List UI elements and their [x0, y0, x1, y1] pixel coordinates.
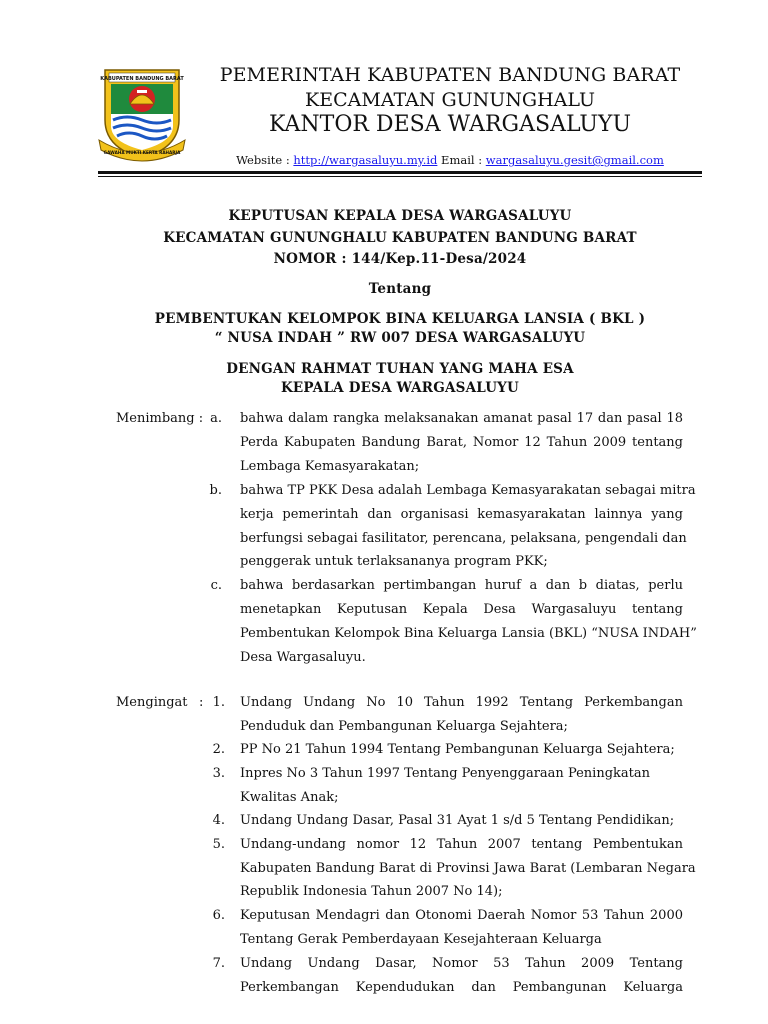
- menimbang-b-line: kerja pemerintah dan organisasi kemasyarakatan lainnya yang: [240, 507, 683, 522]
- email-label: Email :: [437, 153, 486, 167]
- menimbang-a-line: Perda Kabupaten Bandung Barat, Nomor 12 Tahun 2009 tentang: [240, 435, 683, 450]
- mengingat-3-line: Kwalitas Anak;: [240, 790, 339, 805]
- mengingat-marker-6: 6.: [212, 908, 225, 923]
- mengingat-5-line: Republik Indonesia Tahun 2007 No 14);: [240, 884, 503, 899]
- mengingat-7-line: Undang Undang Dasar, Nomor 53 Tahun 2009 Tentang: [240, 956, 683, 971]
- mengingat-3-line: Inpres No 3 Tahun 1997 Tentang Penyenggaraan Peningkatan: [240, 766, 650, 781]
- decree-subtitle: KECAMATAN GUNUNGHALU KABUPATEN BANDUNG BARAT: [163, 230, 637, 246]
- logo-text-top: KABUPATEN BANDUNG BARAT: [100, 76, 184, 82]
- letterhead-rule-thin: [98, 176, 702, 177]
- header-government: PEMERINTAH KABUPATEN BANDUNG BARAT: [219, 64, 681, 86]
- menimbang-b-line: berfungsi sebagai fasilitator, perencana, pelaksana, pengendali dan: [240, 531, 687, 546]
- mengingat-6-line: Tentang Gerak Pemberdayaan Kesejahteraan Keluarga: [240, 932, 602, 947]
- menimbang-c-line: Pembentukan Kelompok Bina Keluarga Lansia (BKL) “NUSA INDAH”: [240, 626, 697, 641]
- mengingat-6-line: Keputusan Mendagri dan Otonomi Daerah Nomor 53 Tahun 2000: [240, 908, 683, 923]
- menimbang-b-line: bahwa TP PKK Desa adalah Lembaga Kemasyarakatan sebagai mitra: [240, 483, 696, 498]
- menimbang-b-line: penggerak untuk terlaksananya program PKK;: [240, 554, 548, 569]
- rahmat-line-2: KEPALA DESA WARGASALUYU: [280, 380, 519, 396]
- menimbang-marker-c: c.: [210, 578, 222, 593]
- mengingat-marker-2: 2.: [212, 742, 225, 757]
- mengingat-marker-7: 7.: [212, 956, 225, 971]
- menimbang-a-line: Lembaga Kemasyarakatan;: [240, 459, 420, 474]
- mengingat-marker-1: 1.: [212, 695, 225, 710]
- mengingat-5-line: Kabupaten Bandung Barat di Provinsi Jawa Barat (Lembaran Negara: [240, 861, 696, 876]
- mengingat-label: Mengingat: [116, 695, 188, 710]
- menimbang-label: Menimbang :: [116, 411, 204, 426]
- mengingat-2-line: PP No 21 Tahun 1994 Tentang Pembangunan Keluarga Sejahtera;: [240, 742, 675, 757]
- tentang-heading: Tentang: [368, 281, 432, 297]
- letterhead-rule-thick: [98, 171, 702, 174]
- menimbang-a-line: bahwa dalam rangka melaksanakan amanat pasal 17 dan pasal 18: [240, 411, 683, 426]
- mengingat-7-line: Perkembangan Kependudukan dan Pembangunan Keluarga: [240, 980, 683, 995]
- subject-line-1: PEMBENTUKAN KELOMPOK BINA KELUARGA LANSIA ( BKL ): [154, 311, 646, 327]
- mengingat-marker-5: 5.: [212, 837, 225, 852]
- menimbang-c-line: menetapkan Keputusan Kepala Desa Wargasaluyu tentang: [240, 602, 683, 617]
- header-district: KECAMATAN GUNUNGHALU: [305, 89, 595, 111]
- menimbang-c-line: bahwa berdasarkan pertimbangan huruf a dan b diatas, perlu: [240, 578, 683, 593]
- mengingat-5-line: Undang-undang nomor 12 Tahun 2007 tentang Pembentukan: [240, 837, 683, 852]
- menimbang-marker-a: a.: [210, 411, 222, 426]
- website-label: Website :: [236, 153, 294, 167]
- mengingat-4-line: Undang Undang Dasar, Pasal 31 Ayat 1 s/d 5 Tentang Pendidikan;: [240, 813, 675, 828]
- kabupaten-bandung-barat-logo: [97, 66, 187, 162]
- logo-text-bottom: GAWAHA MUKTI KERTA RAHARJA: [103, 150, 181, 155]
- mengingat-colon: :: [199, 695, 204, 710]
- mengingat-1-line: Penduduk dan Pembangunan Keluarga Sejahtera;: [240, 719, 568, 734]
- menimbang-marker-b: b.: [209, 483, 222, 498]
- decree-title: KEPUTUSAN KEPALA DESA WARGASALUYU: [228, 208, 572, 224]
- email-link[interactable]: wargasaluyu.gesit@gmail.com: [485, 153, 664, 167]
- website-link[interactable]: http://wargasaluyu.my.id: [293, 153, 438, 167]
- mengingat-marker-4: 4.: [212, 813, 225, 828]
- mengingat-marker-3: 3.: [212, 766, 225, 781]
- mengingat-1-line: Undang Undang No 10 Tahun 1992 Tentang Perkembangan: [240, 695, 683, 710]
- decree-number: NOMOR : 144/Kep.11-Desa/2024: [273, 251, 527, 267]
- subject-line-2: “ NUSA INDAH ” RW 007 DESA WARGASALUYU: [214, 330, 586, 346]
- header-office: KANTOR DESA WARGASALUYU: [268, 112, 631, 137]
- rahmat-line-1: DENGAN RAHMAT TUHAN YANG MAHA ESA: [226, 361, 574, 377]
- contact-line: [200, 153, 700, 167]
- menimbang-c-line: Desa Wargasaluyu.: [240, 650, 366, 665]
